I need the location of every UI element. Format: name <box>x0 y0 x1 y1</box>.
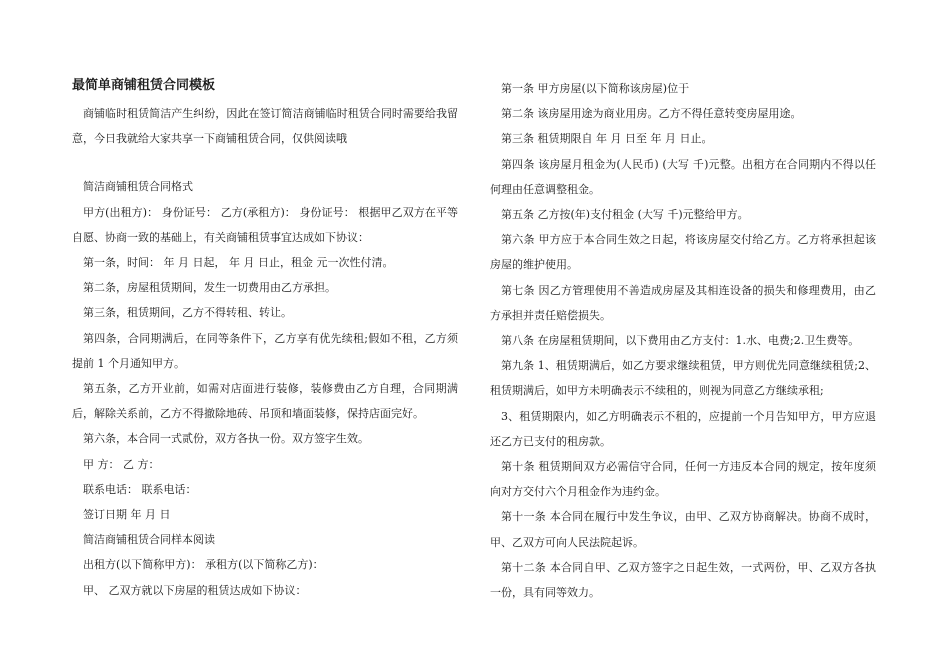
article-3: 第三条 租赁期限自 年 月 日至 年 月 日止。 <box>501 132 713 146</box>
parties-paragraph: 甲方(出租方)： 身份证号： 乙方(承租方)： 身份证号： 根据甲乙双方在平等自愿、协商一致的基础上，有关商铺租赁事宜达成如下协议： <box>72 205 458 244</box>
article-8: 第八条 在房屋租赁期间，以下费用由乙方支付：1.水、电费;2.卫生费等。 <box>501 334 860 348</box>
article-9: 第九条 1、租赁期满后，如乙方要求继续租赁，甲方则优先同意继续租赁;2、租赁期满后，如甲方未明确表示不续租的，则视为同意乙方继续承租; <box>490 359 876 398</box>
article-1: 第一条 甲方房屋(以下简称该房屋)位于 <box>501 82 690 95</box>
agreement-intro: 甲、 乙双方就以下房屋的租赁达成如下协议： <box>83 583 307 597</box>
section-heading-format: 简洁商铺租赁合同格式 <box>83 180 193 194</box>
section-heading-sample: 简洁商铺租赁合同样本阅读 <box>83 533 215 547</box>
lessor-lessee-line: 出租方(以下简称甲方)： 承租方(以下简称乙方)： <box>83 558 324 572</box>
clause-4: 第四条，合同期满后，在同等条件下，乙方享有优先续租;假如不租，乙方须提前 1 个月通知甲方。 <box>72 331 458 370</box>
clause-2: 第二条，房屋租赁期间，发生一切费用由乙方承担。 <box>83 281 336 295</box>
clause-5: 第五条，乙方开业前，如需对店面进行装修，装修费由乙方自理，合同期满后，解除关系前，乙方不得撤除地砖、吊顶和墙面装修，保持店面完好。 <box>72 382 458 421</box>
clause-1: 第一条，时间： 年 月 日起， 年 月 日止，租金 元一次性付清。 <box>83 256 394 270</box>
article-6: 第六条 甲方应于本合同生效之日起，将该房屋交付给乙方。乙方将承担起该房屋的维护使用。 <box>490 233 876 272</box>
paragraph-gap <box>72 151 458 174</box>
article-12: 第十二条 本合同自甲、乙双方签字之日起生效，一式两份，甲、乙双方各执一份，具有同等效力。 <box>490 560 876 600</box>
right-column <box>490 76 876 605</box>
article-9-part-3: 3、租赁期限内，如乙方明确表示不租的，应提前一个月告知甲方，甲方应退还乙方已支付的租房款。 <box>490 409 876 448</box>
document-title: 最简单商铺租赁合同模板 <box>72 78 216 93</box>
article-5: 第五条 乙方按(年)支付租金 (大写 千)元整给甲方。 <box>501 208 749 222</box>
article-7: 第七条 因乙方管理使用不善造成房屋及其相连设备的损失和修理费用，由乙方承担并责任赔偿损失。 <box>490 283 876 322</box>
article-2: 第二条 该房屋用途为商业用房。乙方不得任意转变房屋用途。 <box>501 107 802 121</box>
article-11: 第十一条 本合同在履行中发生争议，由甲、乙双方协商解决。协商不成时，甲、乙双方可向人民法院起诉。 <box>490 510 876 549</box>
clause-3: 第三条，租赁期间，乙方不得转租、转让。 <box>83 306 292 320</box>
left-column <box>72 76 458 603</box>
article-4: 第四条 该房屋月租金为(人民币) (大写 千)元整。出租方在合同期内不得以任何理由任意调整租金。 <box>490 157 876 196</box>
signing-date: 签订日期 年 月 日 <box>83 508 171 522</box>
contact-phones: 联系电话： 联系电话： <box>83 482 197 496</box>
article-10: 第十条 租赁期间双方必需信守合同，任何一方违反本合同的规定，按年度须向对方交付六个月租金作为违约金。 <box>490 460 876 499</box>
clause-6: 第六条，本合同一式贰份，双方各执一份。双方签字生效。 <box>83 432 369 446</box>
signature-parties: 甲 方： 乙 方： <box>83 457 160 471</box>
intro-paragraph: 商铺临时租赁简洁产生纠纷，因此在签订简洁商铺临时租赁合同时需要给我留意，今日我就给大家共享一下商铺租赁合同，仅供阅读哦 <box>72 107 458 146</box>
